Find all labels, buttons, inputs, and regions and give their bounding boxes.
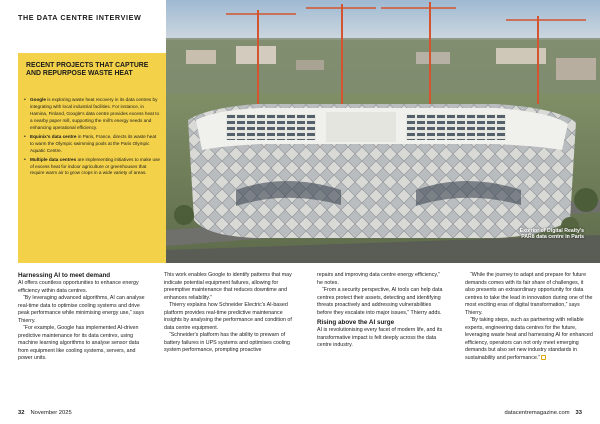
paragraph: “While the journey to adapt and prepare for future demands comes with its fair share of challenges, it also presents an extraordinary opportunity for data centres to take the lead in innovation during one of the most exciting eras of digital transformation,” says Thierry.: [465, 272, 593, 316]
article-column-2: [164, 272, 292, 355]
paragraph: This work enables Google to identify patterns that may indicate potential equipment failures, allowing for preemptive maintenance that reduces downtime and enhances reliability.”: [164, 272, 292, 301]
list-item: • Multiple data centres are implementing initiatives to make use of excess heat for indoor agriculture or greenhouses that require warm air to grow crops in a wide variety of areas.: [24, 156, 161, 176]
sidebar-box: [18, 53, 166, 263]
paragraph: “By leveraging advanced algorithms, AI can analyse real-time data to optimise cooling systems and drive peak performance while minimising energy use,” says Thierry.: [18, 295, 145, 324]
article-column-1: [18, 272, 146, 363]
paragraph: “Schneider's platform has the ability to prewarn of battery failures in UPS systems and optimises cooling system performance, prompting proactive: [164, 332, 291, 354]
section-heading: Harnessing AI to meet demand: [18, 272, 111, 279]
list-item: • Google is exploring waste heat recovery in its data centres by integrating with local industrial facilities. For instance, in Hamina, Finland, Google's data centre provides excess heat to a nearby paper mill, supporting the mill's energy needs and enhancing operational efficiency.: [24, 97, 160, 130]
issue-date: November 2025: [30, 410, 72, 416]
page-number-left: 32: [18, 410, 25, 416]
paragraph: “From a security perspective, AI tools can help data centres protect their assets, detecting and identifying threats proactively and addressing vulnerabilities before they escalate into major issues,” Thierry adds.: [317, 287, 443, 316]
article-column-3: [317, 272, 445, 350]
footer-left: [18, 410, 72, 416]
paragraph: “By taking steps, such as partnering with reliable experts, engineering data centres for the future, leveraging waste heat and harnessing AI for enhanced efficiency, operators can not only meet emerging demands but also set new industry standards in sustainability and performance.”: [465, 317, 593, 362]
article-column-4: [465, 272, 593, 363]
photo-caption: Exterior of Digital Realty's PAR8 data centre in Paris: [519, 228, 584, 241]
paragraph: Thierry explains how Schneider Electric's AI-based platform provides real-time predictive maintenance insights by analysing the performance and condition of data centre equipment.: [164, 302, 292, 331]
bullet-icon: •: [24, 133, 26, 140]
sidebar-list: [24, 97, 160, 180]
bullet-icon: •: [24, 97, 26, 103]
list-item: • Equinix's data centre in Paris, France, directs its waste heat to warm the Olympic swimming pools at the Paris Olympic Aquatic Centre.: [24, 133, 157, 153]
page-number-right: 33: [575, 410, 582, 416]
paragraph: AI offers countless opportunities to enhance energy efficiency within data centres.: [18, 280, 139, 294]
section-header: THE DATA CENTRE INTERVIEW: [18, 13, 142, 22]
section-heading: Rising above the AI surge: [317, 319, 395, 327]
sidebar-title: RECENT PROJECTS THAT CAPTURE AND REPURPOSE WASTE HEAT: [26, 62, 149, 77]
paragraph: AI is revolutionising every facet of modern life, and its transformative impact is felt deeply across the data centre industry.: [317, 327, 443, 349]
site-url: datacentremagazine.com: [504, 410, 570, 416]
paragraph: repairs and improving data centre energy efficiency,” he notes.: [317, 272, 440, 286]
bullet-icon: •: [24, 156, 26, 163]
data-centre-photo: [166, 0, 600, 263]
paragraph: “For example, Google has implemented AI-driven predictive maintenance for its data centres, using machine learning algorithms to analyse sensor data from equipment like cooling systems, servers, and power units.: [18, 325, 140, 362]
end-mark-icon: [541, 355, 546, 360]
footer-right: [504, 410, 582, 416]
